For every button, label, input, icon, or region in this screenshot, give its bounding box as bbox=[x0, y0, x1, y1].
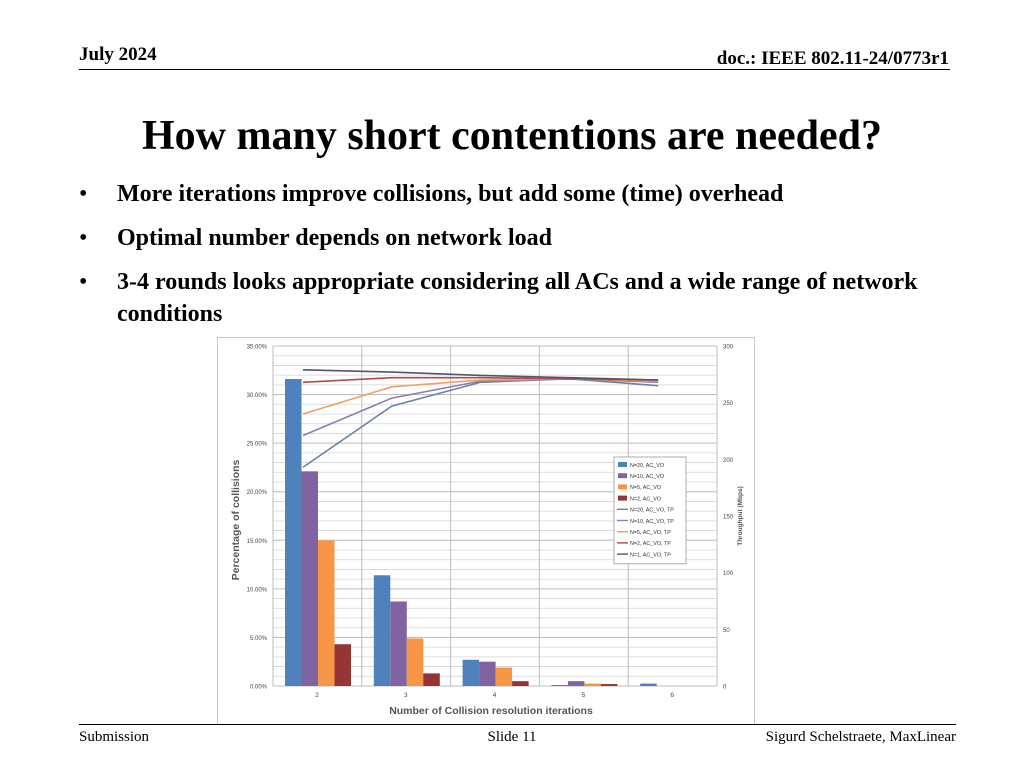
bullet-item bbox=[79, 222, 939, 254]
chart-svg bbox=[217, 337, 755, 725]
x-axis-label: Number of Collision resolution iterations bbox=[389, 705, 593, 717]
y-tick-label: 30.00% bbox=[246, 393, 267, 400]
y-axis-label: Percentage of collisions bbox=[230, 459, 242, 581]
bar-n-10-ac-vo bbox=[479, 662, 496, 686]
x-tick-label: 5 bbox=[581, 692, 586, 699]
bar-n-5-ac-vo bbox=[407, 638, 424, 686]
header-date: July 2024 bbox=[79, 44, 157, 65]
y2-tick-label: 0 bbox=[723, 684, 727, 691]
legend-swatch bbox=[618, 473, 627, 478]
bullet-list bbox=[79, 178, 939, 342]
x-tick-label: 4 bbox=[492, 692, 497, 699]
y2-tick-label: 150 bbox=[723, 514, 734, 521]
bar-n-10-ac-vo bbox=[302, 471, 319, 686]
header-doc-id: doc.: IEEE 802.11-24/0773r1 bbox=[716, 48, 949, 69]
y-tick-label: 10.00% bbox=[246, 587, 267, 594]
slide-title: How many short contentions are needed? bbox=[141, 113, 883, 159]
y-tick-label: 5.00% bbox=[249, 635, 267, 642]
legend-label: N=1, AC_VO, TP bbox=[630, 552, 671, 559]
y2-tick-label: 250 bbox=[723, 401, 734, 408]
legend-label: N=20, AC_VO bbox=[630, 462, 665, 469]
bar-n-20-ac-vo bbox=[285, 379, 302, 686]
footer-slide-number: Slide 11 bbox=[487, 729, 537, 745]
x-tick-label: 2 bbox=[315, 692, 319, 699]
bullet-dot: • bbox=[79, 269, 88, 295]
x-tick-label: 3 bbox=[403, 692, 408, 699]
bar-n-20-ac-vo bbox=[463, 660, 480, 686]
bullet-text: More iterations improve collisions, but add some (time) overhead bbox=[117, 181, 784, 207]
legend-label: N=10, AC_VO bbox=[630, 474, 665, 480]
bar-n-2-ac-vo bbox=[601, 684, 618, 686]
y-tick-label: 25.00% bbox=[246, 441, 267, 448]
legend-label: N=10, AC_VO, TP bbox=[630, 518, 674, 525]
bar-n-2-ac-vo bbox=[335, 644, 352, 686]
legend-label: N=2, AC_VO, TP bbox=[630, 541, 671, 548]
bar-n-10-ac-vo bbox=[390, 601, 407, 686]
y-tick-label: 20.00% bbox=[246, 490, 267, 497]
legend-label: N=5, AC_VO, TP bbox=[630, 530, 671, 536]
bullet-item bbox=[79, 266, 939, 330]
bar-n-5-ac-vo bbox=[318, 540, 335, 686]
bar-n-2-ac-vo bbox=[512, 681, 529, 686]
footer-submission: Submission bbox=[79, 729, 150, 745]
bar-n-20-ac-vo bbox=[551, 685, 568, 686]
legend-swatch bbox=[618, 496, 627, 501]
x-tick-label: 6 bbox=[670, 692, 675, 699]
footer-divider bbox=[79, 724, 956, 725]
bar-n-2-ac-vo bbox=[423, 673, 440, 686]
header-divider bbox=[79, 69, 950, 70]
y-tick-label: 15.00% bbox=[246, 538, 267, 545]
bar-n-5-ac-vo bbox=[496, 668, 512, 686]
legend-swatch bbox=[618, 484, 627, 489]
legend-label: N=5, AC_VO bbox=[630, 485, 662, 492]
collision-chart bbox=[217, 337, 755, 725]
legend-label: N=20, AC_VO, TP bbox=[630, 507, 674, 514]
bullet-item bbox=[79, 178, 939, 210]
y-tick-label: 0.00% bbox=[249, 684, 267, 691]
bullet-text: Optimal number depends on network load bbox=[117, 225, 552, 251]
y2-axis-label: Throughput (Mbps) bbox=[737, 486, 744, 546]
legend-swatch bbox=[618, 462, 627, 467]
y2-tick-label: 200 bbox=[723, 457, 734, 464]
bar-n-5-ac-vo bbox=[584, 684, 601, 686]
bullet-text: 3-4 rounds looks appropriate considering all ACs and a wide range of network conditions bbox=[117, 269, 918, 327]
footer-author: Sigurd Schelstraete, MaxLinear bbox=[765, 729, 956, 745]
bar-n-20-ac-vo bbox=[640, 684, 657, 686]
bullet-dot: • bbox=[79, 181, 88, 207]
y2-tick-label: 100 bbox=[723, 571, 734, 578]
bullet-dot: • bbox=[79, 225, 88, 251]
legend-label: N=2, AC_VO bbox=[630, 496, 662, 503]
y2-tick-label: 50 bbox=[723, 627, 730, 634]
bar-n-20-ac-vo bbox=[374, 575, 391, 686]
y2-tick-label: 300 bbox=[723, 344, 734, 351]
y-tick-label: 35.00% bbox=[246, 344, 267, 351]
bar-n-10-ac-vo bbox=[568, 681, 585, 686]
